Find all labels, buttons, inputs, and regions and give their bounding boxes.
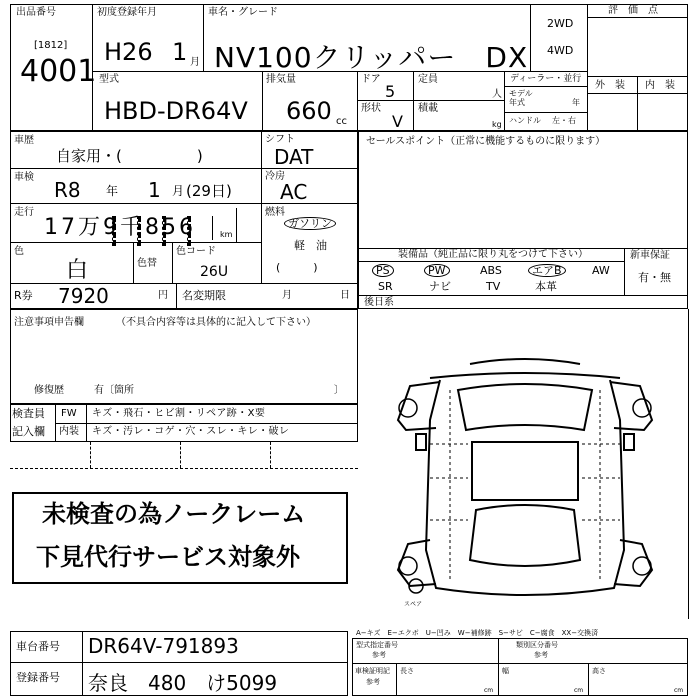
capacity-unit: 人 bbox=[492, 89, 502, 100]
equip-aw: AW bbox=[592, 264, 610, 277]
fw-label: FW bbox=[61, 408, 77, 419]
mileage-value: 17万9千856 bbox=[44, 215, 196, 240]
dashed-line bbox=[270, 442, 271, 468]
divider bbox=[504, 71, 505, 131]
after-grade-label: 後日系 bbox=[364, 297, 394, 308]
color-label: 色 bbox=[14, 246, 24, 257]
color-code-label: 色コード bbox=[176, 246, 216, 257]
name-change-day: 日 bbox=[340, 290, 350, 301]
first-reg-value: H26 bbox=[104, 38, 153, 66]
digit-divider bbox=[236, 208, 237, 242]
cert-label: 車検証明記 bbox=[355, 667, 390, 675]
inspector-label-2: 記入欄 bbox=[12, 425, 45, 438]
inspection-month-unit: 月 bbox=[172, 184, 185, 198]
name-change-month: 月 bbox=[282, 290, 292, 301]
capacity-label: 定員 bbox=[418, 74, 438, 85]
displacement-unit: cc bbox=[336, 116, 347, 127]
fuel-gasoline: ガソリン bbox=[284, 217, 336, 230]
inspection-day: (29日) bbox=[186, 182, 232, 200]
category-sub: 参考 bbox=[534, 651, 548, 659]
digit-divider bbox=[162, 216, 166, 246]
divider bbox=[688, 309, 689, 619]
divider bbox=[261, 242, 262, 283]
divider bbox=[396, 663, 397, 696]
equip-leather: 本革 bbox=[535, 280, 557, 293]
equip-navi: ナビ bbox=[429, 280, 451, 293]
recycle-label: R券 bbox=[14, 289, 33, 302]
divider bbox=[82, 631, 83, 696]
aircon-label: 冷房 bbox=[265, 171, 285, 182]
name-value: NV100クリッパー DX bbox=[214, 41, 529, 74]
divider bbox=[587, 4, 588, 131]
interior-label: 内 装 bbox=[645, 80, 675, 91]
int-text: キズ・汚レ・コゲ・穴・スレ・キレ・破レ bbox=[92, 426, 290, 437]
inspection-year-unit: 年 bbox=[106, 184, 119, 198]
door-value: 5 bbox=[385, 82, 396, 101]
year-unit: 年 bbox=[572, 98, 580, 107]
new-car-label: 新車保証 bbox=[630, 250, 670, 261]
load-unit: kg bbox=[492, 120, 502, 129]
name-change-label: 名変期限 bbox=[182, 289, 226, 302]
divider bbox=[413, 71, 414, 131]
dealer-label: ディーラー・並行 bbox=[510, 74, 582, 84]
category-label: 類別区分番号 bbox=[516, 641, 558, 649]
inspection-era: R8 bbox=[54, 178, 81, 202]
fuel-other: ( ) bbox=[276, 261, 318, 274]
fuel-diesel: 軽 油 bbox=[294, 239, 327, 252]
divider bbox=[637, 76, 638, 131]
shape-value: V bbox=[392, 112, 403, 131]
plate-value: 奈良 480 け5099 bbox=[88, 671, 278, 695]
handle-label: ハンドル bbox=[509, 116, 541, 125]
displacement-value: 660 bbox=[286, 97, 332, 125]
lot-number: 4001 bbox=[20, 54, 97, 89]
fuel-label: 燃料 bbox=[265, 207, 285, 218]
divider bbox=[261, 131, 262, 242]
divider bbox=[10, 242, 261, 243]
divider bbox=[504, 86, 587, 87]
divider bbox=[203, 4, 204, 71]
form-sub: 参考 bbox=[372, 651, 386, 659]
divider bbox=[358, 295, 688, 296]
inspector-label-1: 検査員 bbox=[12, 407, 45, 420]
recycle-value: 7920 bbox=[58, 284, 109, 308]
equipment-label: 装備品（純正品に限り丸をつけて下さい） bbox=[398, 249, 588, 260]
lot-sub: [1812] bbox=[34, 40, 68, 51]
cert-sub: 参考 bbox=[366, 678, 380, 686]
digit-divider bbox=[212, 216, 213, 240]
lot-label: 出品番号 bbox=[16, 7, 56, 18]
divider bbox=[530, 4, 531, 71]
height-unit: cm bbox=[674, 687, 684, 694]
new-car-value: 有・無 bbox=[638, 271, 671, 284]
model-label: 型式 bbox=[99, 74, 119, 85]
color-change-label: 色替 bbox=[137, 258, 157, 269]
door-label: ドア bbox=[361, 74, 381, 85]
divider bbox=[352, 663, 688, 664]
chassis-label: 車台番号 bbox=[16, 640, 60, 653]
handle-value: 左・右 bbox=[552, 116, 576, 125]
divider bbox=[498, 638, 499, 696]
divider bbox=[10, 662, 348, 663]
divider bbox=[176, 283, 177, 309]
first-reg-unit: 月 bbox=[190, 57, 200, 68]
displacement-label: 排気量 bbox=[266, 74, 296, 85]
repair-label: 修復歴 bbox=[34, 385, 64, 396]
fw-text: キズ・飛石・ヒビ割・リペア跡・X要 bbox=[92, 408, 266, 419]
history-value: 自家用・( ) bbox=[56, 147, 203, 165]
divider bbox=[624, 248, 625, 295]
first-reg-month: 1 bbox=[172, 38, 188, 66]
dashed-line bbox=[180, 442, 181, 468]
notes-label: 注意事項申告欄 bbox=[14, 317, 84, 328]
color-value: 白 bbox=[66, 258, 89, 283]
divider bbox=[357, 100, 504, 101]
form-label: 型式指定番号 bbox=[356, 641, 398, 649]
divider bbox=[133, 242, 134, 283]
divider bbox=[588, 663, 589, 696]
sales-point-label: セールスポイント（正常に機能するものに限ります） bbox=[366, 136, 606, 147]
width-unit: cm bbox=[574, 687, 584, 694]
history-label: 車歴 bbox=[14, 135, 34, 146]
int-label: 内装 bbox=[59, 426, 79, 437]
notice-line-1: 未検査の為ノークレーム bbox=[42, 500, 306, 528]
first-reg-label: 初度登録年月 bbox=[97, 7, 157, 18]
car-diagram bbox=[380, 350, 670, 610]
digit-divider bbox=[137, 216, 141, 246]
exterior-label: 外 装 bbox=[595, 80, 625, 91]
divider bbox=[587, 17, 688, 18]
dashed-line bbox=[90, 442, 91, 468]
color-code-value: 26U bbox=[200, 264, 229, 280]
divider bbox=[358, 261, 624, 262]
equip-airbag: エアB bbox=[528, 264, 566, 277]
equip-sr: SR bbox=[378, 280, 393, 293]
inspection-label: 車検 bbox=[14, 172, 34, 183]
aircon-value: AC bbox=[280, 180, 308, 204]
recycle-unit: 円 bbox=[158, 290, 168, 301]
equip-ps: PS bbox=[372, 264, 394, 277]
divider bbox=[172, 242, 173, 283]
model-value: HBD-DR64V bbox=[104, 97, 248, 125]
divider bbox=[357, 71, 358, 131]
digit-divider bbox=[187, 216, 191, 246]
shift-value: DAT bbox=[274, 145, 314, 169]
legend-text: A−キズ E−エクボ U−凹み W−補修跡 S−サビ C−腐食 XX−交換済 bbox=[356, 629, 599, 637]
repair-close: 〕 bbox=[334, 385, 344, 396]
shift-label: シフト bbox=[265, 134, 295, 145]
divider bbox=[504, 112, 587, 113]
inspection-month: 1 bbox=[148, 178, 161, 202]
repair-value: 有〔箇所 bbox=[94, 385, 134, 396]
spare-label: スペア bbox=[404, 601, 423, 608]
drive-2wd: 2WD bbox=[547, 17, 574, 30]
name-label: 車名・グレード bbox=[208, 7, 278, 18]
drive-4wd: 4WD bbox=[547, 44, 574, 57]
length-unit: cm bbox=[484, 687, 494, 694]
shape-label: 形状 bbox=[361, 103, 381, 114]
notes-hint: （不具合内容等は具体的に記入して下さい） bbox=[116, 317, 316, 328]
mileage-unit: km bbox=[220, 230, 233, 239]
rating-label: 評 価 点 bbox=[608, 5, 658, 16]
mileage-label: 走行 bbox=[14, 207, 34, 218]
width-label: 幅 bbox=[502, 667, 509, 675]
notice-line-2: 下見代行サービス対象外 bbox=[36, 543, 300, 571]
height-label: 高さ bbox=[592, 667, 606, 675]
dashed-line bbox=[10, 468, 358, 469]
digit-divider bbox=[112, 216, 116, 246]
chassis-value: DR64V-791893 bbox=[88, 634, 239, 658]
equip-abs: ABS bbox=[480, 264, 502, 277]
equip-pw: PW bbox=[424, 264, 450, 277]
model-year-label: モデル年式 bbox=[509, 89, 533, 107]
plate-label: 登録番号 bbox=[16, 671, 60, 684]
divider bbox=[55, 423, 358, 424]
load-label: 積載 bbox=[418, 103, 438, 114]
divider bbox=[262, 71, 263, 131]
length-label: 長さ bbox=[400, 667, 414, 675]
equip-tv: TV bbox=[486, 280, 501, 293]
